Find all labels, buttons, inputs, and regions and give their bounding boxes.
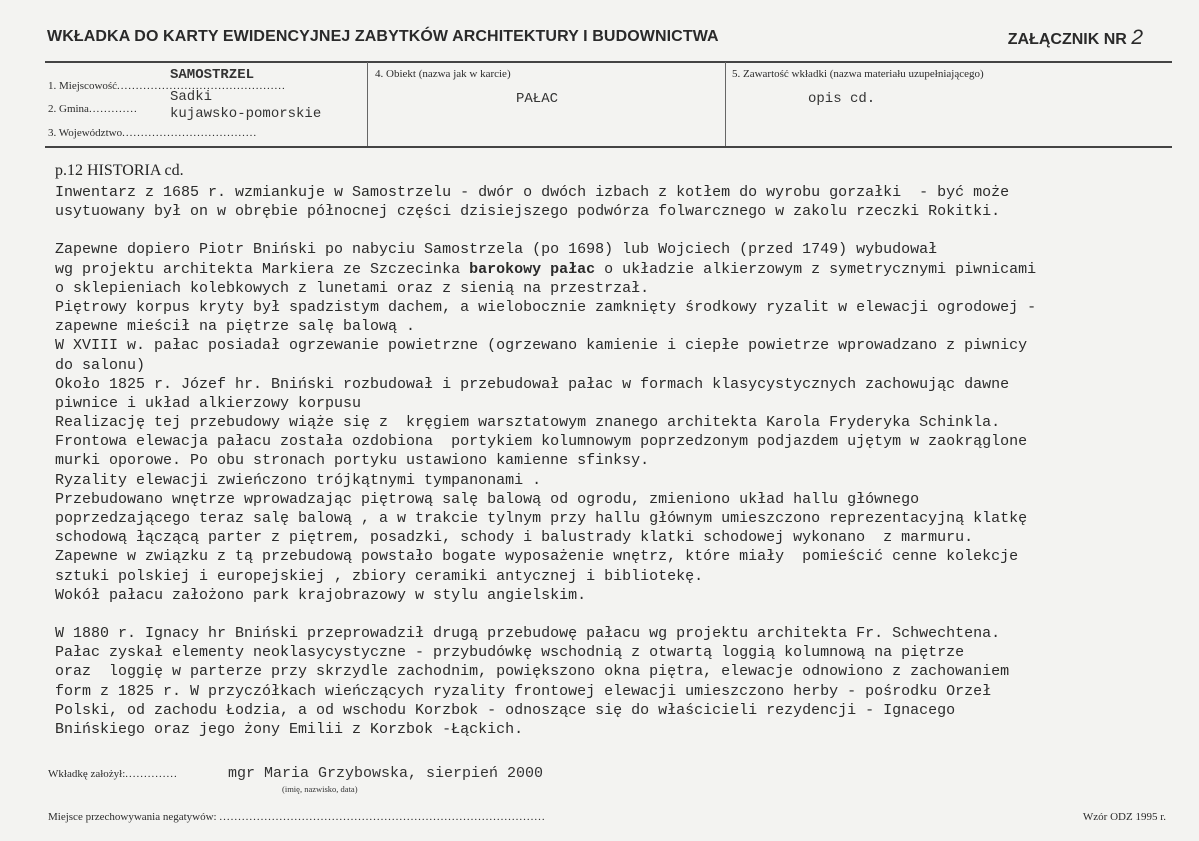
contents-value: opis cd.	[808, 91, 876, 107]
voivodeship-value: kujawsko-pomorskie	[170, 106, 322, 122]
history-line: Frontowa elewacja pałacu została ozdobiona portykiem kolumnowym poprzedzonym podjazdem ujętym w zaokrąglone	[55, 433, 1028, 451]
history-line: zapewne mieścił na piętrze salę balową .	[55, 318, 416, 336]
history-line: Wokół pałacu założono park krajobrazowy w stylu angielskim.	[55, 586, 587, 604]
storage-label-text: Miejsce przechowywania negatywów:	[48, 811, 217, 823]
history-line: Około 1825 r. Józef hr. Bniński rozbudował i przebudował pałac w formach klasycystycznych zachowując dawne	[55, 375, 1010, 393]
history-line: wg projektu architekta Markiera ze Szczecinka barokowy pałac o układzie alkierzowym z symetrycznymi piwnicami	[55, 260, 1037, 278]
voivodeship-label: 3. Województwo....................................	[48, 127, 258, 139]
contents-label: 5. Zawartość wkładki (nazwa materiału uzupełniającego)	[732, 68, 984, 80]
author-label: Wkładkę założył:..............	[48, 768, 178, 780]
history-line: poprzedzającego teraz salę balową , a w trakcie tylnym przy hallu głównym umieszczono reprezentacyjną klatkę	[55, 510, 1028, 527]
history-line: piwnice i układ alkierzowy korpusu	[55, 394, 362, 412]
history-line: Ryzality elewacji zwieńczono trójkątnymi tympanonami .	[55, 471, 542, 489]
annex-label	[1008, 26, 1143, 50]
locality-value: SAMOSTRZEL	[170, 67, 255, 83]
history-line: Pałac zyskał elementy neoklasycystyczne - przybudówkę wschodnią z otwartą loggią kolumnową na piętrze	[55, 644, 965, 662]
locality-label: 1. Miejscowość.............................................	[48, 80, 286, 92]
paragraph-gap	[55, 605, 1175, 624]
history-line: usytuowany był on w obrębie północnej części dzisiejszego podwórza folwarcznego w zakolu rzeczki Rokitki.	[55, 203, 1001, 221]
history-line: Zapewne dopiero Piotr Bniński po nabyciu Samostrzela (po 1698) lub Wojciech (przed 1749) wybudował	[55, 241, 938, 259]
history-line: schodową łączącą parter z piętrem, posadzki, schody i balustrady klatki schodowej wykonano z marmuru.	[55, 529, 974, 547]
author-label-text: Wkładkę założył:	[48, 768, 126, 780]
history-line: do salonu)	[55, 356, 146, 374]
history-line: W 1880 r. Ignacy hr Bniński przeprowadził drugą przebudowę pałacu wg projektu architekta Fr. Schwechtena.	[55, 624, 1001, 642]
object-value: PAŁAC	[516, 91, 559, 107]
history-line: Realizację tej przebudowy wiąże się z kręgiem warsztatowym znanego architekta Karola Fryderyka Schinkla.	[55, 414, 1001, 432]
history-heading: p.12 HISTORIA cd.	[55, 162, 184, 179]
history-line: Polski, od zachodu Łodzia, a od wschodu Korzbok - odnoszące się do właścicieli rezydencji - Ignacego	[55, 701, 956, 719]
annex-number: 2	[1131, 26, 1143, 49]
author-caption: (imię, nazwisko, data)	[282, 784, 358, 794]
header-bottom-rule	[45, 146, 1172, 148]
history-line: Zapewne w związku z tą przebudową powstało bogate wyposażenie wnętrz, które miały pomieścić cenne kolekcje	[55, 548, 1019, 566]
field-divider-1	[367, 62, 368, 146]
object-label: 4. Obiekt (nazwa jak w karcie)	[375, 68, 511, 80]
form-model: Wzór ODZ 1995 r.	[1082, 811, 1166, 823]
history-line: Bnińskiego oraz jego żony Emilii z Korzbok -Łąckich.	[55, 720, 524, 738]
annex-label-text: ZAŁĄCZNIK NR	[1007, 31, 1127, 48]
field-divider-2	[725, 62, 726, 146]
commune-value: Sadki	[170, 89, 213, 105]
author-value: mgr Maria Grzybowska, sierpień 2000	[228, 765, 544, 782]
commune-label-text: 2. Gmina	[48, 103, 89, 115]
history-line: oraz loggię w parterze przy skrzydle zachodnim, powiększono okna piętra, elewacje odnowiono z zachowaniem	[55, 663, 1010, 681]
commune-label: 2. Gmina.............	[48, 103, 138, 115]
form-title: WKŁADKA DO KARTY EWIDENCYJNEJ ZABYTKÓW ARCHITEKTURY I BUDOWNICTWA	[47, 28, 719, 45]
header-top-rule	[45, 61, 1172, 63]
history-line: Przebudowano wnętrze wprowadzając piętrową salę balową od ogrodu, zmieniono układ hallu głównego	[55, 490, 920, 508]
history-line: Inwentarz z 1685 r. wzmiankuje w Samostrzelu - dwór o dwóch izbach z kotłem do wyrobu gorzałki - być może	[55, 184, 1010, 201]
voivodeship-label-text: 3. Województwo	[48, 127, 123, 139]
history-line: Piętrowy korpus kryty był spadzistym dachem, a wielobocznie zamknięty środkowy ryzalit w elewacji ogrodowej -	[55, 298, 1037, 316]
history-line: o sklepieniach kolebkowych z lunetami oraz z sienią na przestrzał.	[55, 279, 650, 297]
locality-label-text: 1. Miejscowość	[48, 80, 118, 92]
storage-label: Miejsce przechowywania negatywów: .......................................................................................	[48, 811, 546, 823]
history-line: sztuki polskiej i europejskiej , zbiory ceramiki antycznej i bibliotekę.	[55, 567, 704, 585]
history-body	[55, 183, 1175, 739]
paragraph-gap	[55, 221, 1175, 240]
history-line: form z 1825 r. W przyczółkach wieńczących ryzality frontowej elewacji umieszczono herby - pośrodku Orzeł	[55, 682, 992, 700]
history-line: W XVIII w. pałac posiadał ogrzewanie powietrzne (ogrzewano kamienie i ciepłe powietrze wprowadzano z piwnicy	[55, 337, 1028, 355]
history-line: murki oporowe. Po obu stronach portyku ustawiono kamienne sfinksy.	[55, 452, 650, 470]
